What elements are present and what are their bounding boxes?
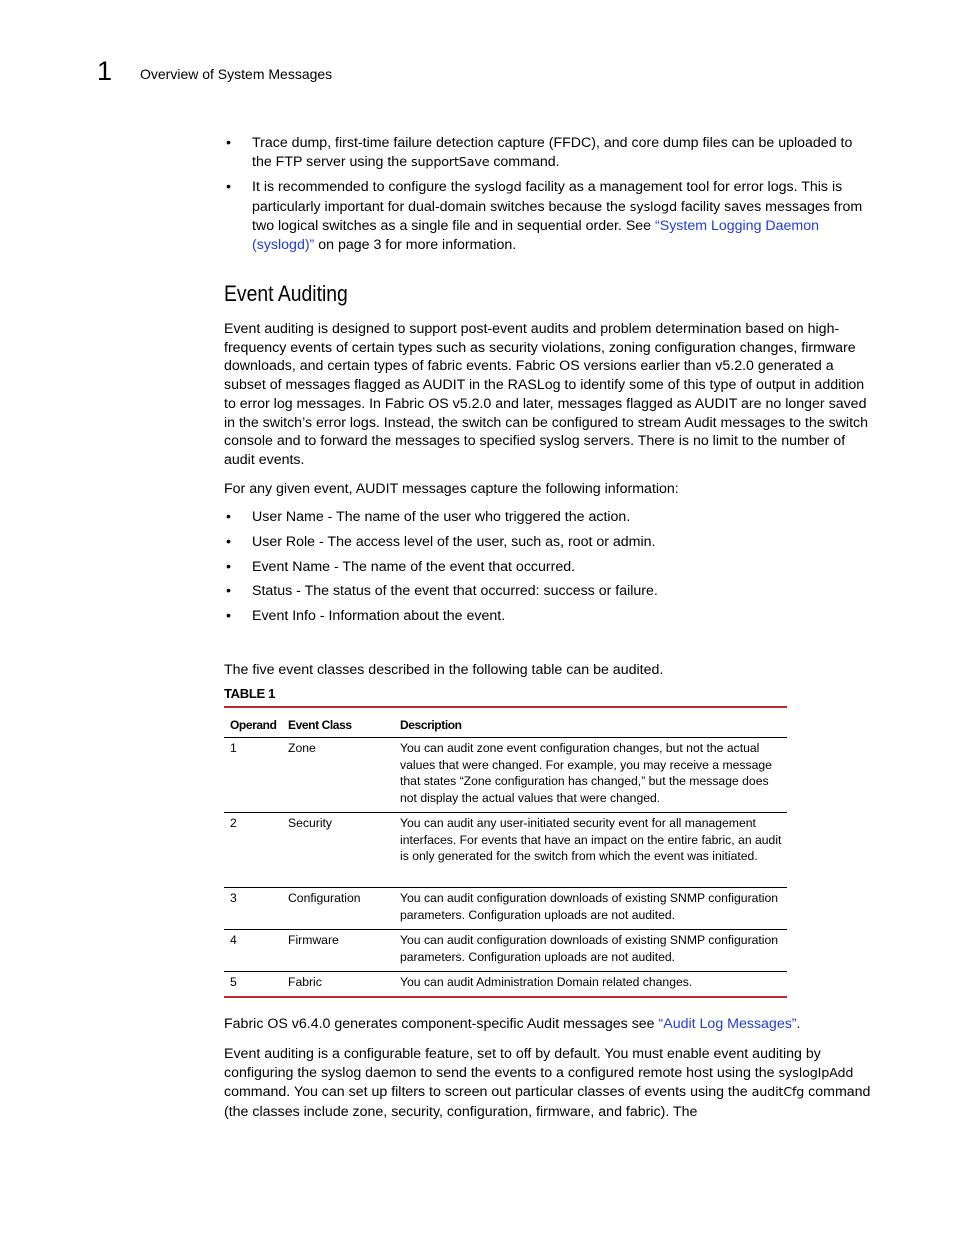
list-item: • User Role - The access level of the user, such as, root or admin. <box>226 534 656 550</box>
configuration-paragraph: Event auditing is a configurable feature, set to off by default. You must enable event auditing by configuring the syslog daemon to send the events to a configured remote host using the syslogIpAdd command. You can set up filters to screen out particular classes of events using the auditCfg command (the classes include zone, security, configuration, firmware, and fabric). The <box>224 1046 871 1121</box>
command-name: syslogd <box>474 180 522 195</box>
command-name: supportSave <box>411 154 490 170</box>
bullet-item: • It is recommended to configure the syslogd facility as a management tool for error logs. This is particularly important for dual-domain switches because the syslogd facility saves messages from two logical switches as a single file and in sequential order. See “System Logging Daemon (syslogd)” on page 3 for more information. <box>226 179 863 254</box>
bullet-dot-icon: • <box>226 608 231 624</box>
intro-paragraph: Event auditing is designed to support post-event audits and problem determination based on high-frequency events of certain types such as security violations, zoning configuration changes, firmware downloads, and certain types of fabric events. Fabric OS versions earlier than v5.2.0 generated a subset of messages flagged as AUDIT in the RASLog to identify some of this type of output in addition to error log messages. In Fabric OS v5.2.0 and later, messages flagged as AUDIT are no longer saved in the switch’s error logs. Instead, the switch can be configured to stream Audit messages to the switch console and to forward the messages to specified syslog servers. There is no limit to the number of audit events. <box>224 321 869 468</box>
audit-log-paragraph: Fabric OS v6.4.0 generates component-specific Audit messages see “Audit Log Messages”. <box>224 1016 801 1032</box>
row-divider <box>224 812 787 813</box>
cross-reference-link[interactable]: “Audit Log Messages” <box>658 1016 797 1032</box>
cross-reference-link[interactable]: “System Logging Daemon (syslogd)” <box>252 218 820 254</box>
chapter-number: 1 <box>97 56 113 86</box>
list-item: • Event Info - Information about the event. <box>226 608 506 624</box>
bullet-dot-icon: • <box>226 135 231 151</box>
row-divider <box>224 929 787 930</box>
bullet-dot-icon: • <box>226 179 231 195</box>
row-divider <box>224 971 787 972</box>
table-caption: TABLE 1 <box>224 686 276 701</box>
bullet-dot-icon: • <box>226 583 231 599</box>
running-header: Overview of System Messages <box>140 66 333 82</box>
column-header-event-class: Event Class <box>288 718 352 732</box>
column-header-operand: Operand <box>230 718 277 732</box>
list-item: • User Name - The name of the user who triggered the action. <box>226 509 631 525</box>
bullet-dot-icon: • <box>226 509 231 525</box>
row-divider <box>224 887 787 888</box>
capture-intro: For any given event, AUDIT messages capture the following information: <box>224 481 679 497</box>
list-item: • Event Name - The name of the event that occurred. <box>226 559 576 575</box>
command-name: syslogIpAdd <box>778 1065 854 1081</box>
header-divider <box>224 737 787 738</box>
table-top-rule <box>224 706 787 708</box>
bullet-item: • Trace dump, first-time failure detection capture (FFDC), and core dump files can be uploaded to the FTP server using the supportSave command. <box>226 135 853 170</box>
bullet-dot-icon: • <box>226 559 231 575</box>
table-bottom-rule <box>224 996 787 998</box>
bullet-dot-icon: • <box>226 534 231 550</box>
list-item: • Status - The status of the event that occurred: success or failure. <box>226 583 658 599</box>
section-heading: Event Auditing <box>224 281 348 306</box>
command-name: syslogd <box>629 199 677 215</box>
column-header-description: Description <box>400 718 462 732</box>
command-name: auditCfg <box>751 1085 805 1101</box>
table-intro: The five event classes described in the following table can be audited. <box>224 662 664 678</box>
